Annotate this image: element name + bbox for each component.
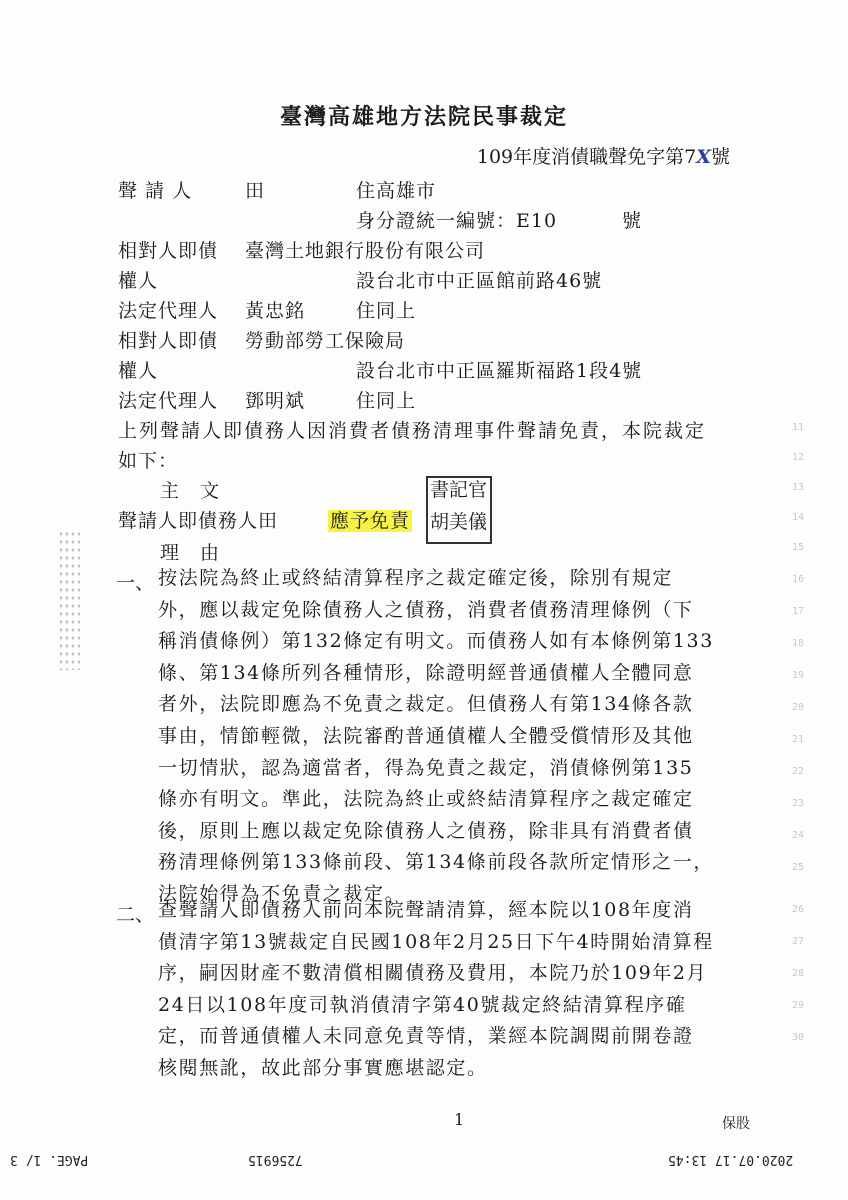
reason-line: 序，嗣因財產不數清償相關債務及費用，本院乃於109年2月 — [158, 962, 708, 985]
margin-line-number: 13 — [791, 482, 804, 493]
applicant-address: 住高雄市 — [356, 180, 437, 202]
reason-line: 一切情狀，認為適當者，得為免責之裁定，消債條例第135 — [158, 756, 694, 779]
margin-line-number: 19 — [791, 670, 804, 681]
reason-line: 稱消債條例）第132條定有明文。而債務人如有本條例第133 — [158, 630, 714, 653]
intro-line-1: 上列聲請人即債務人因消費者債務清理事件聲請免責，本院裁定 — [118, 420, 707, 442]
respondent2-rep-label: 法定代理人 — [118, 390, 219, 412]
margin-line-number: 25 — [791, 862, 804, 873]
seal-char: 胡 — [430, 511, 450, 533]
seal-char: 儀 — [468, 511, 488, 533]
ruling-text: 聲請人即債務人田 — [118, 510, 279, 532]
margin-line-number: 30 — [791, 1032, 804, 1043]
respondent2-address: 設台北市中正區羅斯福路1段4號 — [356, 360, 643, 382]
ruling-highlight — [328, 506, 412, 533]
margin-line-number: 17 — [791, 606, 804, 617]
case-number-suffix: 號 — [710, 146, 730, 168]
fax-id: 7256915 — [248, 1152, 303, 1167]
highlighted-ruling: 應予免責 — [330, 510, 411, 532]
reason-1-text — [158, 563, 714, 911]
reason-line: 按法院為終止或終結清算程序之裁定確定後，除別有規定 — [158, 567, 674, 589]
respondent1-rep-name: 黃忠銘 — [245, 300, 306, 322]
intro-line-2: 如下： — [118, 450, 179, 472]
margin-line-number: 29 — [791, 1000, 804, 1011]
margin-line-number: 20 — [791, 702, 804, 713]
page-number: 1 — [454, 1110, 465, 1129]
reason-line: 法院始得為不免責之裁定。 — [158, 882, 406, 905]
margin-line-number: 28 — [791, 968, 804, 979]
seal-char: 書 — [430, 479, 450, 501]
margin-line-number: 22 — [791, 766, 804, 777]
margin-line-number: 26 — [791, 904, 804, 915]
respondent1-label-b: 權人 — [118, 270, 159, 292]
document-title: 臺灣高雄地方法院民事裁定 — [279, 104, 568, 130]
case-number-handwritten-mark: X — [696, 146, 711, 168]
margin-line-number: 15 — [791, 542, 804, 553]
respondent2-rep-address: 住同上 — [356, 390, 417, 412]
reason-2-text — [158, 895, 714, 1085]
reason-line: 定，而普通債權人未同意免責等情，業經本院調閱前開卷證 — [158, 1025, 694, 1048]
fax-page: PAGE. 1/ 3 — [10, 1152, 89, 1167]
respondent1-name: 臺灣土地銀行股份有限公司 — [245, 240, 486, 262]
reason-line: 債清字第13號裁定自民國108年2月25日下午4時開始清算程 — [158, 930, 714, 953]
seal-char: 官 — [468, 479, 488, 501]
applicant-label: 聲 請 人 — [118, 180, 193, 202]
margin-line-number: 23 — [791, 798, 804, 809]
case-number — [477, 142, 730, 169]
margin-line-number: 11 — [791, 422, 804, 433]
respondent2-label-a: 相對人即債 — [118, 330, 219, 352]
respondent1-rep-address: 住同上 — [356, 300, 417, 322]
ruling-heading: 主 文 — [160, 480, 221, 502]
reason-line: 24日以108年度司執消債清字第40號裁定終結清算程序確 — [158, 993, 687, 1016]
reason-line: 後，原則上應以裁定免除債務人之債務，除非具有消費者債 — [158, 819, 694, 842]
respondent1-rep-label: 法定代理人 — [118, 300, 219, 322]
reason-line: 外，應以裁定免除債務人之債務，消費者債務清理條例（下 — [158, 598, 694, 621]
respondent1-label-a: 相對人即債 — [118, 240, 219, 262]
respondent2-rep-name: 鄧明斌 — [245, 390, 306, 412]
fax-datetime: 2020.07.17 13:45 — [668, 1152, 794, 1167]
respondent2-label-b: 權人 — [118, 360, 159, 382]
case-number-prefix: 109年度消債職聲免字第7 — [476, 146, 697, 168]
margin-line-number: 27 — [791, 936, 804, 947]
margin-line-number: 18 — [791, 638, 804, 649]
respondent1-address: 設台北市中正區館前路46號 — [356, 270, 603, 292]
applicant-name: 田 — [245, 180, 266, 202]
unit-label: 保股 — [722, 1116, 750, 1132]
reason-1-number: 一、 — [116, 572, 155, 594]
reason-2-number: 二、 — [116, 904, 155, 926]
seal-char: 記 — [449, 479, 469, 501]
clerk-seal — [426, 476, 492, 544]
margin-line-number: 24 — [791, 830, 804, 841]
reasons-heading: 理 由 — [160, 542, 221, 564]
reason-line: 務清理條例第133條前段、第134條前段各款所定情形之一， — [158, 851, 714, 874]
reason-line: 者外，法院即應為不免責之裁定。但債務人有第134條各款 — [158, 693, 694, 716]
reason-line: 核閱無訛，故此部分事實應堪認定。 — [158, 1056, 488, 1079]
seal-char: 美 — [449, 511, 469, 533]
margin-line-number: 12 — [791, 452, 804, 463]
reason-line: 事由，情節輕微，法院審酌普通債權人全體受償情形及其他 — [158, 724, 694, 747]
margin-line-number: 21 — [791, 734, 804, 745]
reason-line: 查聲請人即債務人前向本院聲請清算，經本院以108年度消 — [158, 899, 694, 921]
applicant-id-suffix: 號 — [622, 210, 643, 232]
reason-line: 條亦有明文。準此，法院為終止或終結清算程序之裁定確定 — [158, 788, 694, 811]
scan-margin-dots — [58, 530, 82, 670]
respondent2-name: 勞動部勞工保險局 — [245, 330, 406, 352]
reason-line: 條、第134條所列各種情形，除證明經普通債權人全體同意 — [158, 661, 694, 684]
margin-line-number: 16 — [791, 574, 804, 585]
margin-line-number: 14 — [791, 512, 804, 523]
applicant-id: 身分證統一編號：E10 — [356, 210, 558, 232]
